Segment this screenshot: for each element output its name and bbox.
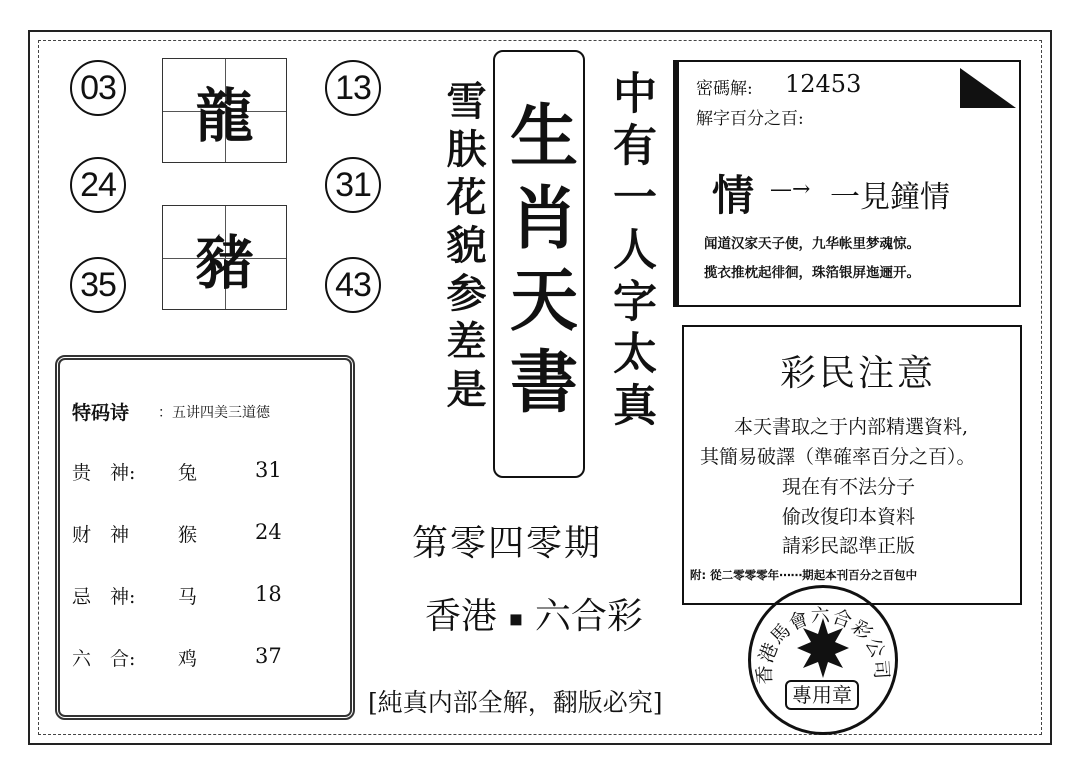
corner-triangle-icon	[958, 66, 1018, 110]
number-circle	[325, 257, 381, 313]
stamp-ring-text: 香港馬會六合彩公司	[753, 604, 893, 685]
lottery-name: 六合彩	[534, 596, 643, 637]
poem-role: 六 合:	[72, 648, 136, 670]
key-char: 情	[712, 171, 755, 220]
password-value: 12453	[785, 70, 862, 98]
poem-animal: 马	[178, 586, 198, 608]
footer-copyright: [純真内部全解，翻版必究]	[368, 688, 663, 717]
poem-role: 忌 神:	[72, 586, 136, 608]
poem-animal: 猴	[178, 524, 198, 546]
official-stamp	[748, 585, 898, 735]
poem-role: 财 神	[72, 524, 130, 546]
zodiac-box	[162, 58, 287, 163]
title-box	[493, 50, 585, 478]
number-circle	[325, 157, 381, 213]
notice-line: 其簡易破譯（準確率百分之百）。	[700, 446, 976, 468]
poem-number: 31	[255, 458, 282, 482]
number-circle	[70, 257, 126, 313]
number-value: 43	[335, 265, 371, 304]
number-value: 13	[335, 68, 371, 107]
poem-line-1: 闻道汉家天子使，九华帐里梦魂惊。	[704, 236, 920, 252]
phrase-right: 中有一人字太真	[605, 70, 656, 434]
arrow-icon: —→	[770, 177, 811, 202]
lottery-title	[425, 588, 643, 639]
phrase-left: 雪肤花貌参差是	[440, 80, 487, 416]
poem-heading: 特码诗	[72, 402, 130, 424]
lottery-region: 香港	[425, 596, 498, 637]
number-value: 24	[80, 165, 116, 204]
stamp-graphic	[751, 588, 895, 732]
poem-subtitle: ：五讲四美三道德	[158, 405, 270, 421]
notice-line: 本天書取之于内部精選資料,	[734, 416, 969, 438]
idiom: 一見鐘情	[830, 180, 950, 215]
number-circle	[70, 157, 126, 213]
separator-square: ▪	[508, 606, 524, 632]
number-value: 35	[80, 265, 116, 304]
stamp-center-label: 專用章	[785, 680, 859, 710]
number-circle	[70, 60, 126, 116]
number-value: 31	[335, 165, 371, 204]
poem-number: 37	[255, 644, 282, 668]
poem-role: 贵 神:	[72, 462, 136, 484]
zodiac-char: 龍	[195, 81, 254, 150]
zodiac-box	[162, 205, 287, 310]
notice-line: 請彩民認準正版	[782, 535, 916, 557]
number-value: 03	[80, 68, 116, 107]
poem-number: 18	[255, 582, 282, 606]
number-circle	[325, 60, 381, 116]
notice-line: 偷改復印本資料	[782, 506, 916, 528]
poem-number: 24	[255, 520, 282, 544]
notice-footnote: 附: 從二零零零年⋯⋯期起本刊百分之百包中	[690, 568, 918, 582]
zodiac-char: 豬	[195, 228, 254, 297]
notice-line: 現在有不法分子	[782, 476, 916, 498]
title: 生肖天書	[498, 100, 579, 428]
poem-animal: 兔	[178, 462, 198, 484]
percent-label: 解字百分之百:	[696, 109, 804, 129]
notice-title: 彩民注意	[780, 353, 937, 394]
poem-line-2: 揽衣推枕起徘徊，珠箔银屏迤逦开。	[704, 265, 920, 281]
password-label: 密碼解:	[696, 79, 753, 99]
poem-animal: 鸡	[178, 648, 198, 670]
issue-number: 第零四零期	[412, 523, 603, 564]
